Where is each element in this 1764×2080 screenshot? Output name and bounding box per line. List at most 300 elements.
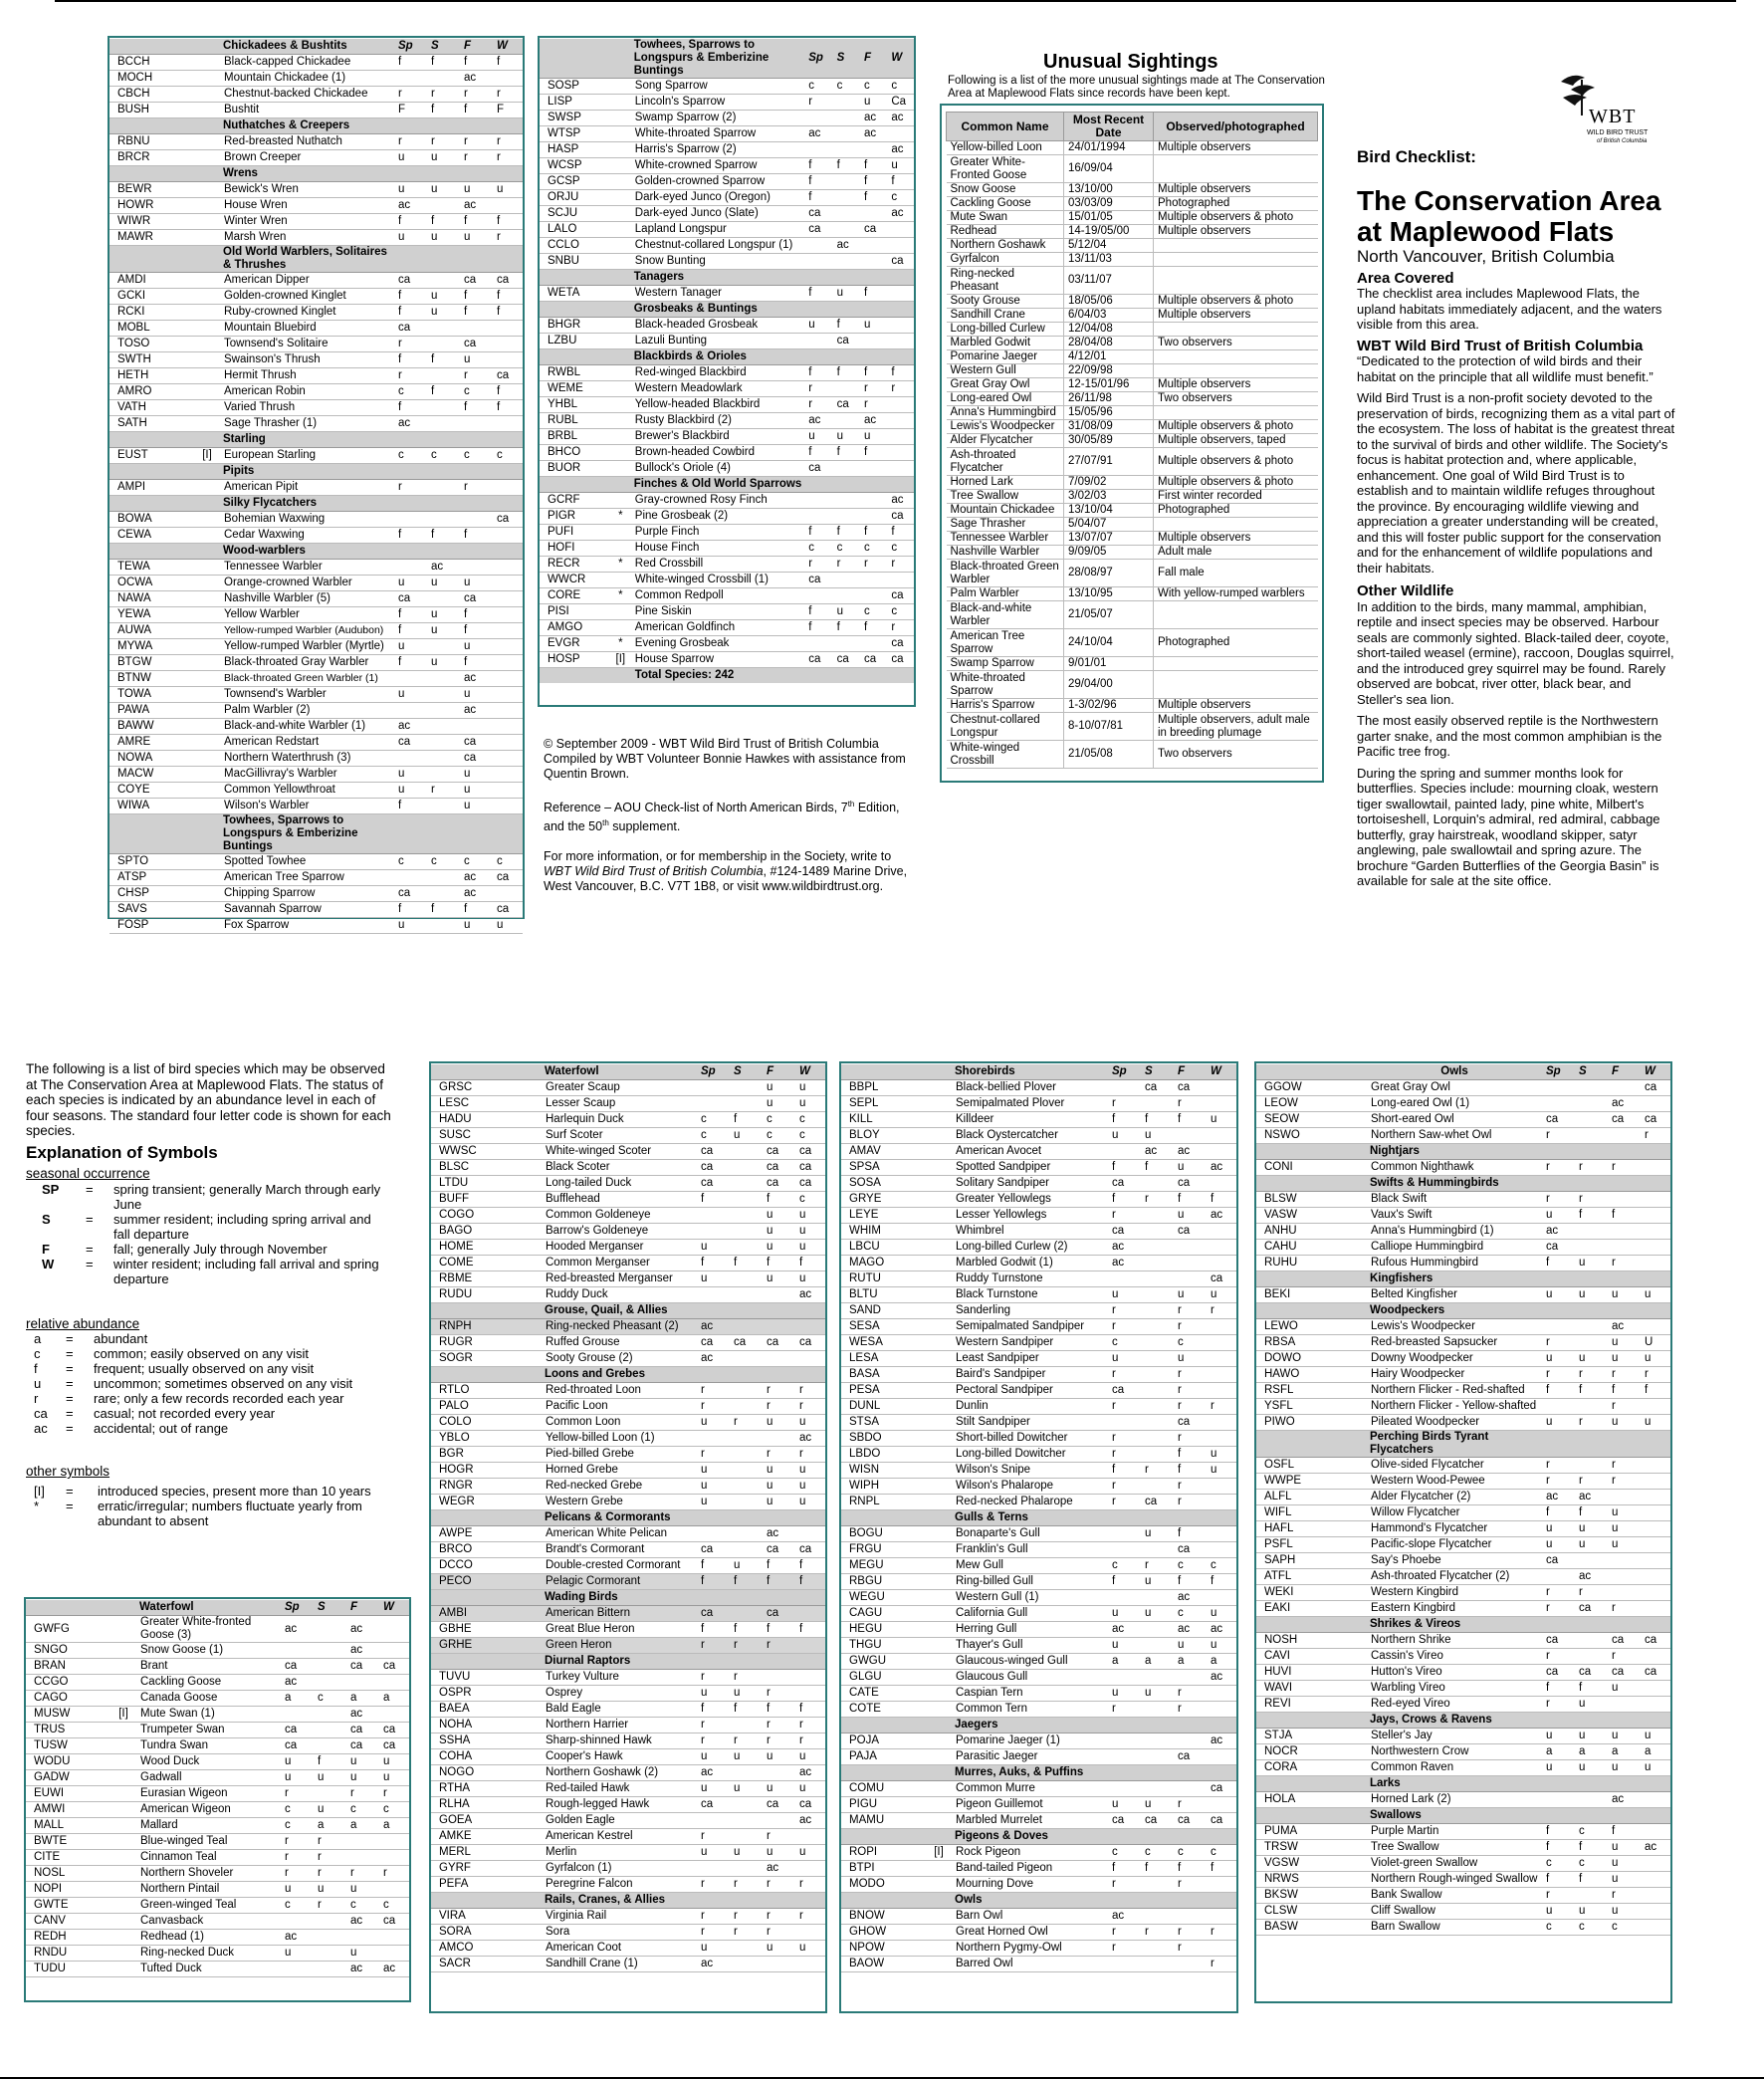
- season-header: [1542, 1776, 1575, 1792]
- header-spacer: [110, 432, 221, 448]
- abundance-value: r: [1542, 1888, 1575, 1904]
- species-mark: [609, 174, 632, 190]
- abundance-value: [1174, 1670, 1207, 1686]
- col-common-name: Common Name: [947, 113, 1064, 141]
- species-code: SWTH: [110, 352, 193, 368]
- species-code: HOME: [431, 1240, 515, 1256]
- abundance-value: r: [763, 1925, 795, 1941]
- season-header: [887, 349, 914, 365]
- species-code: GCSP: [540, 174, 609, 190]
- abundance-value: ca: [1207, 1813, 1236, 1829]
- symbol-row: [26, 1499, 396, 1528]
- abundance-value: u: [460, 639, 493, 655]
- abundance-value: [460, 416, 493, 432]
- species-name: MacGillivray's Warbler: [221, 767, 394, 783]
- abundance-value: r: [1575, 1585, 1608, 1601]
- species-name: Ring-necked Duck: [137, 1946, 281, 1962]
- abundance-value: u: [697, 1941, 730, 1957]
- abundance-value: r: [1608, 1367, 1641, 1383]
- species-mark: [515, 1797, 543, 1813]
- season-header: [1542, 1431, 1575, 1458]
- abundance-value: r: [281, 1850, 314, 1866]
- abundance-value: ac: [346, 1707, 379, 1723]
- species-name: Long-eared Owl (1): [1368, 1096, 1542, 1112]
- species-mark: [193, 918, 221, 934]
- species-name: Bohemian Waxwing: [221, 512, 394, 528]
- species-mark: [609, 254, 632, 270]
- abundance-value: u: [860, 429, 887, 445]
- species-row: [540, 222, 914, 238]
- abundance-value: ca: [1141, 1813, 1174, 1829]
- species-row: [431, 1495, 825, 1510]
- species-name: Barrow's Goldeneye: [543, 1224, 697, 1240]
- species-name: Red-necked Grebe: [543, 1479, 697, 1495]
- abundance-value: f: [427, 103, 460, 118]
- abundance-value: u: [1641, 1760, 1670, 1776]
- species-mark: [925, 1447, 953, 1463]
- section-header: [1256, 1144, 1670, 1160]
- abundance-value: ca: [1141, 1080, 1174, 1096]
- abundance-value: ac: [1108, 1256, 1141, 1271]
- abundance-value: ac: [697, 1319, 730, 1335]
- recent-date: 31/08/09: [1064, 420, 1154, 434]
- abundance-value: ac: [1575, 1490, 1608, 1505]
- species-mark: [925, 1415, 953, 1431]
- species-mark: [925, 1128, 953, 1144]
- species-mark: [609, 525, 632, 541]
- species-row: [540, 111, 914, 126]
- sighting-row: [947, 323, 1318, 337]
- season-header: [1108, 1765, 1141, 1781]
- species-code: RUHU: [1256, 1256, 1340, 1271]
- species-name: Yellow-headed Blackbird: [632, 397, 804, 413]
- abundance-value: [427, 591, 460, 607]
- species-code: AMDI: [110, 273, 193, 289]
- species-row: [540, 126, 914, 142]
- species-mark: [1340, 1601, 1368, 1617]
- abundance-value: [1608, 1697, 1641, 1713]
- species-mark: [110, 1754, 137, 1770]
- abundance-value: r: [763, 1718, 795, 1733]
- observed-note: Multiple observers, adult male in breeding plumage: [1154, 713, 1318, 741]
- abundance-value: [1641, 1319, 1670, 1335]
- species-code: MERL: [431, 1845, 515, 1861]
- abundance-value: [427, 416, 460, 432]
- species-name: Hairy Woodpecker: [1368, 1367, 1542, 1383]
- species-name: Northern Saw-whet Owl: [1368, 1128, 1542, 1144]
- species-row: [841, 1526, 1236, 1542]
- symbol-meaning: accidental; out of range: [94, 1421, 229, 1436]
- species-row: [431, 1702, 825, 1718]
- section-header: [1256, 1271, 1670, 1287]
- abundance-value: u: [1608, 1335, 1641, 1351]
- abundance-value: f: [1542, 1256, 1575, 1271]
- abundance-value: u: [281, 1882, 314, 1898]
- species-row: [431, 1224, 825, 1240]
- species-row: [110, 607, 523, 623]
- species-row: [431, 1733, 825, 1749]
- abundance-value: ca: [804, 461, 832, 477]
- abundance-value: f: [887, 525, 914, 541]
- species-mark: [193, 103, 221, 118]
- abundance-value: [1608, 1490, 1641, 1505]
- logo-sub2: of British Columbia: [1597, 138, 1648, 144]
- abundance-value: [394, 560, 427, 576]
- abundance-value: F: [394, 103, 427, 118]
- abundance-value: ca: [493, 368, 523, 384]
- abundance-value: r: [1542, 1128, 1575, 1144]
- species-code: RCKI: [110, 305, 193, 321]
- abundance-value: u: [427, 305, 460, 321]
- species-row: [1256, 1240, 1670, 1256]
- abundance-value: r: [1108, 1367, 1141, 1383]
- season-header: Sp: [281, 1600, 314, 1616]
- species-name: Gadwall: [137, 1770, 281, 1786]
- species-mark: [609, 541, 632, 557]
- abundance-value: u: [427, 289, 460, 305]
- abundance-value: [887, 445, 914, 461]
- species-code: MALL: [26, 1818, 110, 1834]
- col-recent-date: Most Recent Date: [1064, 113, 1154, 141]
- species-mark: [609, 334, 632, 349]
- abundance-value: [730, 1495, 763, 1510]
- abundance-value: ca: [460, 273, 493, 289]
- abundance-value: [1207, 1495, 1236, 1510]
- species-row: [431, 1319, 825, 1335]
- species-name: Bank Swallow: [1368, 1888, 1542, 1904]
- species-code: KILL: [841, 1112, 925, 1128]
- observed-note: Multiple observers: [1154, 183, 1318, 197]
- species-mark: [515, 1686, 543, 1702]
- abundance-value: r: [697, 1877, 730, 1893]
- abundance-value: [314, 1738, 346, 1754]
- section-header: [540, 302, 914, 318]
- species-name: Pelagic Cormorant: [543, 1574, 697, 1590]
- abundance-value: f: [833, 445, 860, 461]
- species-code: PAJA: [841, 1749, 925, 1765]
- species-row: [841, 1383, 1236, 1399]
- species-code: WWPE: [1256, 1474, 1340, 1490]
- season-header: [860, 477, 887, 493]
- abundance-value: u: [1542, 1537, 1575, 1553]
- species-row: [1256, 1633, 1670, 1649]
- abundance-value: [697, 1208, 730, 1224]
- abundance-value: [804, 142, 832, 158]
- observed-note: [1154, 239, 1318, 253]
- species-mark: [110, 1818, 137, 1834]
- abundance-value: f: [1575, 1840, 1608, 1856]
- species-code: DUNL: [841, 1399, 925, 1415]
- abundance-value: f: [763, 1256, 795, 1271]
- species-code: CORA: [1256, 1760, 1340, 1776]
- species-row: [540, 286, 914, 302]
- species-code: PESA: [841, 1383, 925, 1399]
- species-row: [841, 1144, 1236, 1160]
- species-code: STSA: [841, 1415, 925, 1431]
- season-header: [1207, 1829, 1236, 1845]
- abundance-value: r: [1108, 1431, 1141, 1447]
- species-name: Red-breasted Sapsucker: [1368, 1335, 1542, 1351]
- abundance-value: u: [1108, 1638, 1141, 1654]
- species-code: TUSW: [26, 1738, 110, 1754]
- abundance-value: [1575, 1240, 1608, 1256]
- species-code: DCCO: [431, 1558, 515, 1574]
- species-name: Virginia Rail: [543, 1909, 697, 1925]
- abundance-value: u: [460, 182, 493, 198]
- season-header: [795, 1893, 825, 1909]
- species-mark: [193, 623, 221, 639]
- abundance-value: u: [346, 1770, 379, 1786]
- abundance-value: [1641, 1399, 1670, 1415]
- species-mark: [110, 1930, 137, 1946]
- species-row: [110, 751, 523, 767]
- species-row: [431, 1112, 825, 1128]
- species-code: COHA: [431, 1749, 515, 1765]
- recent-date: 28/04/08: [1064, 337, 1154, 350]
- abundance-value: f: [887, 365, 914, 381]
- abundance-value: [804, 334, 832, 349]
- sighting-row: [947, 560, 1318, 587]
- species-name: Black-headed Grosbeak: [632, 318, 804, 334]
- species-row: [431, 1781, 825, 1797]
- species-row: [431, 1176, 825, 1192]
- abundance-value: f: [795, 1622, 825, 1638]
- species-mark: [193, 607, 221, 623]
- abundance-value: [730, 1813, 763, 1829]
- abundance-value: u: [1141, 1574, 1174, 1590]
- section-title: Chickadees & Bushtits: [221, 39, 394, 55]
- abundance-value: [1174, 1957, 1207, 1972]
- common-name: Yellow-billed Loon: [947, 141, 1064, 155]
- abundance-value: ca: [730, 1335, 763, 1351]
- abundance-value: [1207, 1479, 1236, 1495]
- species-name: Semipalmated Plover: [953, 1096, 1108, 1112]
- species-name: Common Nighthawk: [1368, 1160, 1542, 1176]
- abundance-value: ac: [346, 1962, 379, 1977]
- species-code: HAWO: [1256, 1367, 1340, 1383]
- abundance-value: f: [460, 902, 493, 918]
- species-row: [1256, 1490, 1670, 1505]
- species-code: TRUS: [26, 1723, 110, 1738]
- abundance-value: [697, 1813, 730, 1829]
- species-mark: [609, 206, 632, 222]
- species-code: EUST: [110, 448, 193, 464]
- species-code: LBCU: [841, 1240, 925, 1256]
- season-header: W: [1641, 1064, 1670, 1080]
- abundance-value: c: [346, 1802, 379, 1818]
- season-header: [493, 814, 523, 854]
- abundance-value: [1207, 1749, 1236, 1765]
- species-row: [110, 134, 523, 150]
- abundance-value: [1141, 1909, 1174, 1925]
- species-code: BRAN: [26, 1659, 110, 1675]
- season-header: [860, 270, 887, 286]
- section-header: [431, 1367, 825, 1383]
- abundance-value: f: [1108, 1574, 1141, 1590]
- species-code: CATE: [841, 1686, 925, 1702]
- species-row: [841, 1431, 1236, 1447]
- abundance-value: f: [460, 400, 493, 416]
- abundance-value: [887, 126, 914, 142]
- species-name: Least Sandpiper: [953, 1351, 1108, 1367]
- species-mark: [1340, 1697, 1368, 1713]
- section-header: [540, 349, 914, 365]
- species-row: [431, 1383, 825, 1399]
- species-name: Hooded Merganser: [543, 1240, 697, 1256]
- species-mark: [515, 1080, 543, 1096]
- species-row: [110, 182, 523, 198]
- abundance-value: [427, 918, 460, 934]
- abundance-value: [460, 321, 493, 337]
- species-code: RBME: [431, 1271, 515, 1287]
- abundance-value: ac: [1608, 1096, 1641, 1112]
- abundance-value: f: [1174, 1192, 1207, 1208]
- section-title: Grosbeaks & Buntings: [632, 302, 804, 318]
- abundance-value: r: [394, 368, 427, 384]
- abundance-value: ac: [460, 870, 493, 886]
- abundance-value: F: [493, 103, 523, 118]
- abundance-value: a: [281, 1691, 314, 1707]
- species-row: [110, 655, 523, 671]
- abundance-value: r: [1108, 1447, 1141, 1463]
- species-code: BASW: [1256, 1920, 1340, 1936]
- abundance-value: [1141, 1208, 1174, 1224]
- species-name: Greater Scaup: [543, 1080, 697, 1096]
- species-name: House Finch: [632, 541, 804, 557]
- species-name: Red-necked Phalarope: [953, 1495, 1108, 1510]
- abundance-value: r: [730, 1733, 763, 1749]
- abundance-value: c: [1207, 1845, 1236, 1861]
- species-row: [1256, 1824, 1670, 1840]
- species-mark: [110, 1802, 137, 1818]
- abundance-value: [1542, 1319, 1575, 1335]
- abundance-value: u: [730, 1749, 763, 1765]
- sighting-row: [947, 267, 1318, 295]
- species-name: American White Pelican: [543, 1526, 697, 1542]
- species-code: SACR: [431, 1957, 515, 1972]
- species-name: Red-breasted Merganser: [543, 1271, 697, 1287]
- species-code: MAGO: [841, 1256, 925, 1271]
- abundance-value: [860, 588, 887, 604]
- species-code: WISN: [841, 1463, 925, 1479]
- abundance-value: [697, 1526, 730, 1542]
- section-title: Wading Birds: [543, 1590, 697, 1606]
- species-row: [110, 55, 523, 71]
- species-code: WIWA: [110, 799, 193, 814]
- season-header: [887, 302, 914, 318]
- species-row: [431, 1144, 825, 1160]
- abundance-value: ca: [697, 1606, 730, 1622]
- section-title: Kingfishers: [1368, 1271, 1542, 1287]
- abundance-value: u: [427, 655, 460, 671]
- species-mark: [925, 1144, 953, 1160]
- season-header: [763, 1510, 795, 1526]
- species-row: [841, 1957, 1236, 1972]
- common-name: Black-throated Green Warbler: [947, 560, 1064, 587]
- species-code: COLO: [431, 1415, 515, 1431]
- species-name: Steller's Jay: [1368, 1729, 1542, 1744]
- species-row: [841, 1941, 1236, 1957]
- species-mark: [925, 1160, 953, 1176]
- season-header: [1141, 1718, 1174, 1733]
- species-mark: [609, 95, 632, 111]
- species-name: Pileated Woodpecker: [1368, 1415, 1542, 1431]
- species-mark: [515, 1128, 543, 1144]
- species-code: REDH: [26, 1930, 110, 1946]
- abundance-value: [346, 1930, 379, 1946]
- header-spacer: [26, 1600, 137, 1616]
- checklist-panel-1: [108, 36, 525, 931]
- species-row: [26, 1962, 409, 1977]
- abundance-value: r: [1575, 1474, 1608, 1490]
- section-header: [110, 39, 523, 55]
- abundance-value: c: [697, 1128, 730, 1144]
- abundance-value: [860, 509, 887, 525]
- species-mark: [1340, 1840, 1368, 1856]
- abundance-value: u: [1575, 1760, 1608, 1776]
- species-name: Varied Thrush: [221, 400, 394, 416]
- wbt-logo: [1553, 68, 1662, 147]
- abundance-value: [1207, 1144, 1236, 1160]
- abundance-value: ca: [1174, 1542, 1207, 1558]
- abundance-value: ac: [1108, 1240, 1141, 1256]
- abundance-value: [427, 735, 460, 751]
- abundance-value: ca: [763, 1797, 795, 1813]
- observed-note: [1154, 518, 1318, 532]
- species-mark: [110, 1691, 137, 1707]
- abundance-value: ca: [281, 1659, 314, 1675]
- section-title: Swallows: [1368, 1808, 1542, 1824]
- species-code: TOSO: [110, 337, 193, 352]
- species-name: Mew Gull: [953, 1558, 1108, 1574]
- observed-note: Multiple observers & photo: [1154, 211, 1318, 225]
- abundance-value: r: [1641, 1367, 1670, 1383]
- abundance-value: u: [394, 150, 427, 166]
- abundance-value: u: [763, 1415, 795, 1431]
- abundance-value: [697, 1080, 730, 1096]
- abundance-value: [1575, 1080, 1608, 1096]
- species-row: [1256, 1458, 1670, 1474]
- season-header: [1542, 1808, 1575, 1824]
- species-row: [540, 79, 914, 95]
- abundance-value: u: [795, 1224, 825, 1240]
- species-name: Northern Pygmy-Owl: [953, 1941, 1108, 1957]
- species-row: [1256, 1792, 1670, 1808]
- abundance-value: ac: [1608, 1319, 1641, 1335]
- species-row: [841, 1749, 1236, 1765]
- abundance-value: [1608, 1569, 1641, 1585]
- abundance-value: c: [281, 1818, 314, 1834]
- species-code: HUVI: [1256, 1665, 1340, 1681]
- species-name: Common Tern: [953, 1702, 1108, 1718]
- abundance-value: ac: [697, 1765, 730, 1781]
- species-code: HADU: [431, 1112, 515, 1128]
- abundance-value: [795, 1526, 825, 1542]
- species-code: MACW: [110, 767, 193, 783]
- common-name: Mountain Chickadee: [947, 504, 1064, 518]
- species-mark: [1340, 1351, 1368, 1367]
- species-code: BOWA: [110, 512, 193, 528]
- abundance-value: [887, 286, 914, 302]
- species-row: [431, 1080, 825, 1096]
- abundance-value: a: [1641, 1744, 1670, 1760]
- abundance-value: [394, 512, 427, 528]
- species-row: [540, 445, 914, 461]
- species-row: [540, 509, 914, 525]
- season-header: [394, 166, 427, 182]
- species-name: Ruby-crowned Kinglet: [221, 305, 394, 321]
- abundance-value: ca: [697, 1160, 730, 1176]
